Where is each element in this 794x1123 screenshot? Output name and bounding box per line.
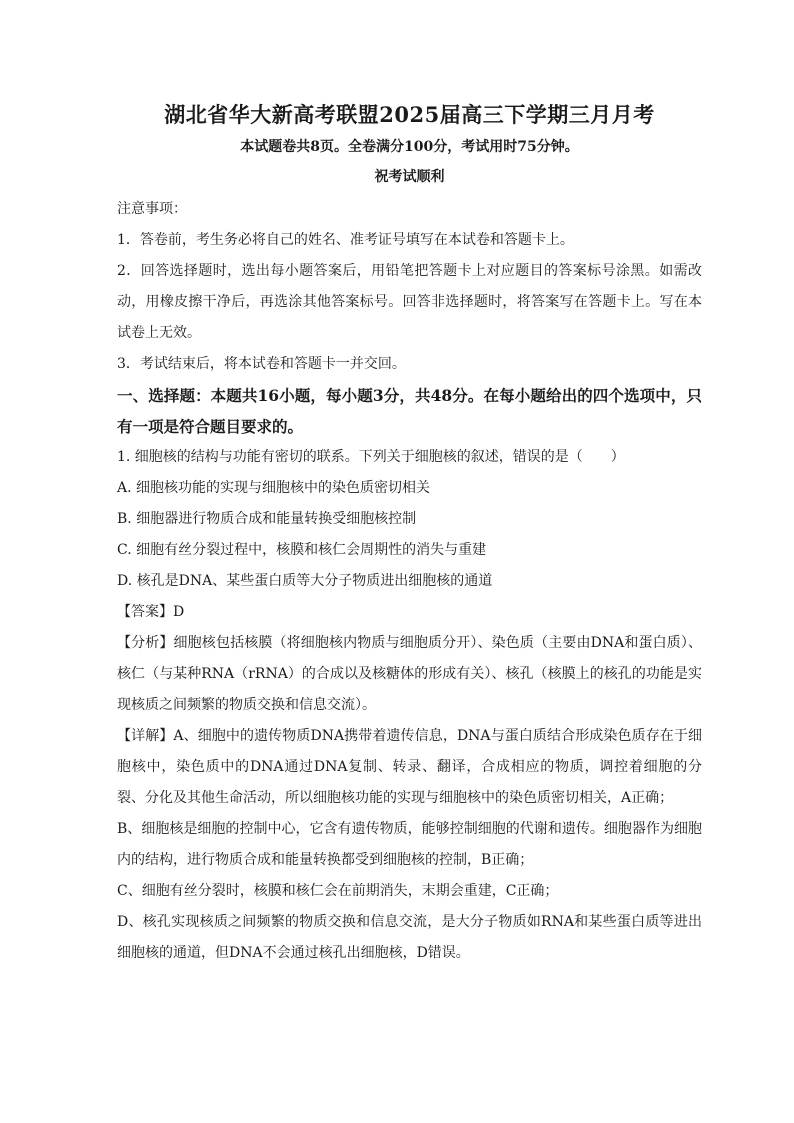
analysis-text: 【分析】细胞核包括核膜（将细胞核内物质与细胞质分开）、染色质（主要由DNA和蛋白质）、核仁（与某种RNA（rRNA）的合成以及核糖体的形成有关）、核孔（核膜上的核孔的功能是实现核质之间频繁的物质交换和信息交流）。 <box>117 635 702 713</box>
notice-item: 1．答卷前，考生务必将自己的姓名、准考证号填写在本试卷和答题卡上。 <box>117 232 574 248</box>
question-option-b: B. 细胞器进行物质合成和能量转换受细胞核控制 <box>117 511 417 527</box>
notice-item: 3．考试结束后，将本试卷和答题卡一并交回。 <box>117 356 406 372</box>
exam-title: 湖北省华大新高考联盟2025届高三下学期三月月考 <box>164 102 655 127</box>
question-block <box>117 442 702 969</box>
notice-block <box>117 194 702 380</box>
section-heading: 一、选择题：本题共16小题，每小题3分，共48分。在每小题给出的四个选项中，只有一项是符合题目要求的。 <box>117 386 702 436</box>
question-option-c: C. 细胞有丝分裂过程中，核膜和核仁会周期性的消失与重建 <box>117 542 487 558</box>
notice-item: 2．回答选择题时，选出每小题答案后，用铅笔把答题卡上对应题目的答案标号涂黑。如需改动，用橡皮擦干净后，再选涂其他答案标号。回答非选择题时，将答案写在答题卡上。写在本试卷上无效。 <box>117 263 702 341</box>
exam-subtitle: 本试题卷共8页。全卷满分100分，考试用时75分钟。 <box>240 139 579 155</box>
question-stem: 1. 细胞核的结构与功能有密切的联系。下列关于细胞核的叙述，错误的是（ ） <box>117 449 625 465</box>
answer-text: 【答案】D <box>117 604 185 620</box>
detail-paragraph: B、细胞核是细胞的控制中心，它含有遗传物质，能够控制细胞的代谢和遗传。细胞器作为细胞内的结构，进行物质合成和能量转换都受到细胞核的控制，B正确； <box>117 821 702 868</box>
question-option-d: D. 核孔是DNA、某些蛋白质等大分子物质进出细胞核的通道 <box>117 573 493 589</box>
detail-paragraph: C、细胞有丝分裂时，核膜和核仁会在前期消失，末期会重建，C正确； <box>117 883 559 899</box>
blessing-text: 祝考试顺利 <box>374 169 445 185</box>
detail-paragraph: D、核孔实现核质之间频繁的物质交换和信息交流，是大分子物质如RNA和某些蛋白质等进出细胞核的通道，但DNA不会通过核孔出细胞核，D错误。 <box>117 914 702 961</box>
notice-heading: 注意事项： <box>117 201 187 217</box>
question-option-a: A. 细胞核功能的实现与细胞核中的染色质密切相关 <box>117 480 431 496</box>
detail-paragraph: 【详解】A、细胞中的遗传物质DNA携带着遗传信息，DNA与蛋白质结合形成染色质存在于细胞核中，染色质中的DNA通过DNA复制、转录、翻译，合成相应的物质，调控着细胞的分裂、分化及其他生命活动，所以细胞核功能的实现与细胞核中的染色质密切相关，A正确； <box>117 728 702 806</box>
